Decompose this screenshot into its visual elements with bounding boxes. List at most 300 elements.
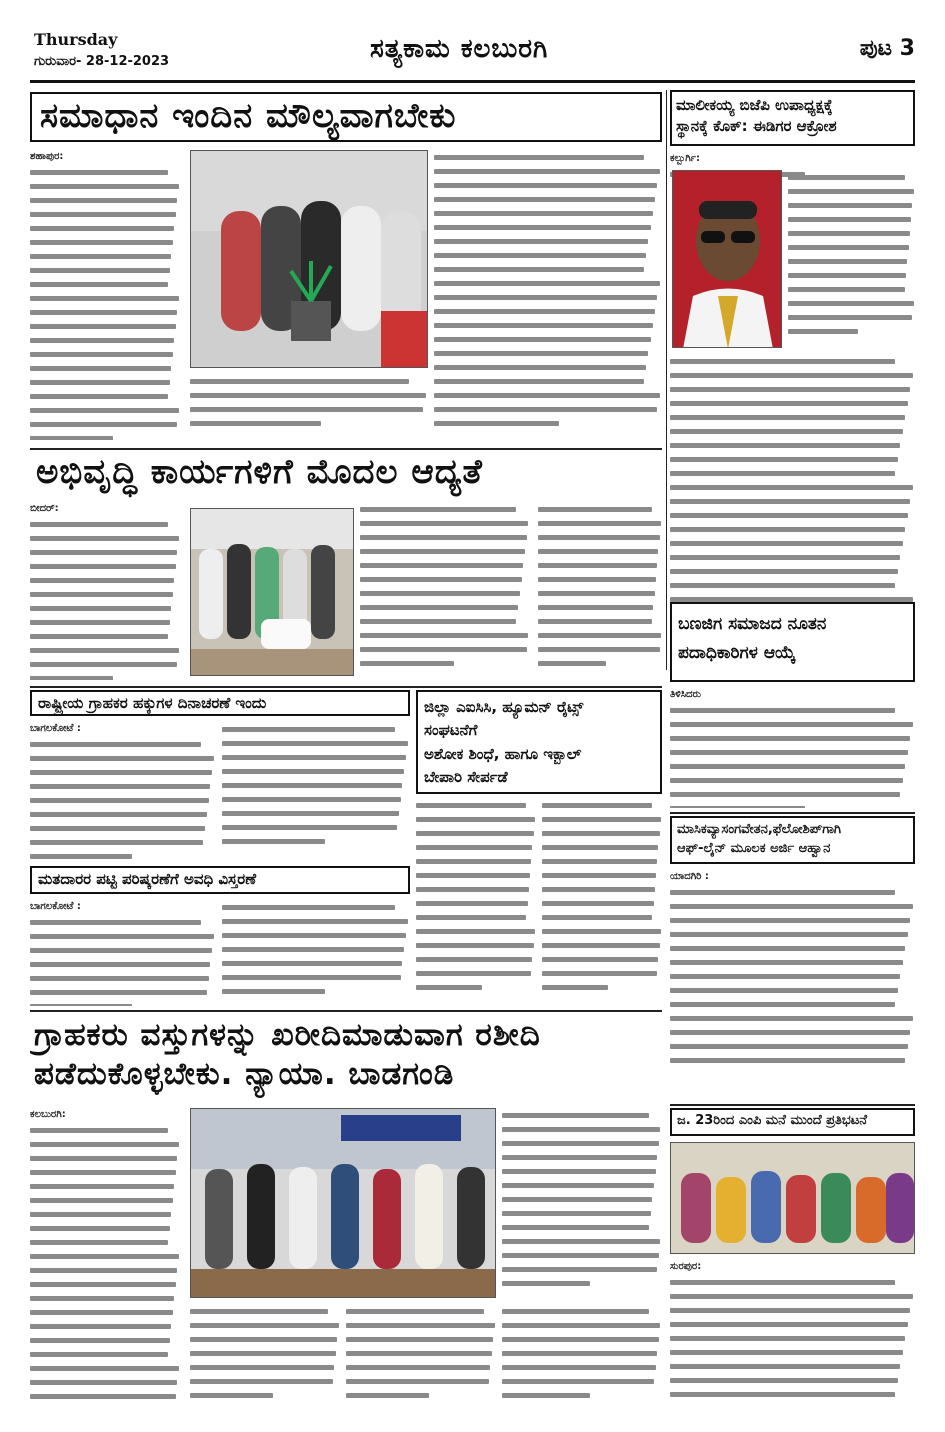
text-line [30, 207, 180, 221]
text-line [30, 417, 180, 431]
text-line [346, 1360, 496, 1374]
text-line [30, 319, 180, 333]
text-line [360, 642, 530, 656]
article-body-col3 [190, 1304, 340, 1404]
text-line [222, 820, 410, 834]
text-line [538, 614, 662, 628]
text-line [30, 1277, 180, 1291]
text-line [416, 910, 536, 924]
dateline: ಬೀದರ್: [30, 503, 59, 514]
masthead-day: Thursday [34, 30, 118, 49]
text-line [30, 793, 216, 807]
text-line [670, 745, 915, 759]
text-line [670, 1025, 915, 1039]
text-line [222, 914, 410, 928]
text-line [190, 416, 428, 430]
text-line [190, 402, 428, 416]
text-line [222, 956, 410, 970]
text-line [670, 941, 915, 955]
text-line [434, 416, 662, 430]
dateline: ಕಲ್ಬುರ್ಗಿ: [670, 153, 700, 164]
text-line [434, 150, 662, 164]
text-line [670, 1289, 915, 1303]
text-line [670, 368, 915, 382]
text-line [222, 792, 410, 806]
headline: ಅಭಿವೃದ್ಧಿ ಕಾರ್ಯಗಳಿಗೆ ಮೊದಲ ಆದ್ಯತೆ [36, 452, 483, 492]
text-line [30, 347, 180, 361]
text-line [30, 821, 216, 835]
text-line [434, 360, 662, 374]
text-line [30, 179, 180, 193]
article-body [670, 1260, 915, 1406]
text-line [222, 806, 410, 820]
text-line [788, 324, 915, 338]
text-line [434, 374, 662, 388]
text-line [670, 564, 915, 578]
text-line [542, 826, 662, 840]
text-line [502, 1262, 662, 1276]
text-line [30, 221, 180, 235]
text-line [670, 787, 915, 801]
headline [670, 90, 915, 146]
photo-women-group [670, 1142, 915, 1254]
headline-line2: ಪದಾಧಿಕಾರಿಗಳ ಆಯ್ಕೆ [678, 642, 796, 663]
text-line [670, 550, 915, 564]
text-line [30, 1263, 180, 1277]
text-line [416, 924, 536, 938]
text-line [30, 615, 180, 629]
article-protest [670, 1108, 915, 1406]
text-line [222, 778, 410, 792]
text-line [434, 178, 662, 192]
photo-groundbreaking [190, 508, 354, 676]
article-grahakara-dina [30, 690, 410, 862]
headline-line1: ಬಣಜಿಗ ಸಮಾಜದ ನೂತನ [678, 614, 827, 634]
text-line [416, 826, 536, 840]
text-line [542, 812, 662, 826]
text-line [346, 1318, 496, 1332]
article-body-side [788, 170, 915, 348]
text-line [360, 558, 530, 572]
text-line [30, 943, 216, 957]
text-line [538, 600, 662, 614]
text-line [434, 290, 662, 304]
text-line [346, 1374, 496, 1388]
text-line [670, 717, 915, 731]
text-line [670, 494, 915, 508]
text-line [434, 192, 662, 206]
text-line [502, 1276, 662, 1290]
article-aicc [416, 690, 662, 1008]
text-line [360, 530, 530, 544]
text-line [538, 502, 662, 516]
article-banajiga [670, 602, 915, 810]
text-line [222, 764, 410, 778]
text-line [502, 1304, 662, 1318]
text-line [434, 304, 662, 318]
text-line [190, 1346, 340, 1360]
headline: ಸಮಾಧಾನ ಇಂದಿನ ಮೌಲ್ಯವಾಗಬೇಕು [30, 92, 662, 142]
text-line [670, 1373, 915, 1387]
text-line [416, 938, 536, 952]
text-line [30, 389, 180, 403]
article-body [30, 722, 216, 860]
text-line [346, 1388, 496, 1402]
text-line [670, 1317, 915, 1331]
dateline: ಶಹಾಪುರ: [30, 151, 64, 162]
text-line [542, 952, 662, 966]
text-line [30, 1137, 180, 1151]
text-line [670, 997, 915, 1011]
text-line [670, 955, 915, 969]
text-line [190, 1304, 340, 1318]
text-line [416, 980, 536, 994]
text-line [670, 466, 915, 480]
text-line [670, 522, 915, 536]
text-line [538, 656, 662, 670]
text-line [502, 1346, 662, 1360]
text-line [788, 198, 915, 212]
text-line [416, 966, 536, 980]
text-line [30, 1207, 180, 1221]
text-line [434, 248, 662, 262]
text-line [30, 1291, 180, 1305]
section-rule [30, 686, 662, 688]
article-matadarara [30, 866, 410, 1008]
text-line [416, 854, 536, 868]
dateline: ಯಾದಗಿರಿ : [670, 871, 709, 882]
text-line [30, 1221, 180, 1235]
text-line [538, 586, 662, 600]
text-line [30, 751, 216, 765]
text-line [434, 164, 662, 178]
text-line [222, 750, 410, 764]
text-line [30, 643, 180, 657]
text-line [30, 835, 216, 849]
text-line [502, 1248, 662, 1262]
headline-line1: ಗ್ರಾಹಕರು ವಸ್ತುಗಳನ್ನು ಖರೀದಿಮಾಡುವಾಗ ರಶೀದಿ [34, 1017, 541, 1053]
article-body [670, 688, 915, 808]
text-line [360, 544, 530, 558]
text-line [788, 310, 915, 324]
text-line [538, 516, 662, 530]
headline [30, 1014, 662, 1102]
text-line [30, 737, 216, 751]
text-line [502, 1178, 662, 1192]
text-line [434, 388, 662, 402]
text-line [542, 980, 662, 994]
text-line [670, 1387, 915, 1401]
text-line [416, 952, 536, 966]
headline-line2: ಸ್ಥಾನಕ್ಕೆ ಕೊಕ್: ಈಡಿಗರ ಆಕ್ರೋಶ [676, 117, 837, 135]
text-line [30, 1151, 180, 1165]
text-line [538, 544, 662, 558]
article-body-col2 [222, 900, 410, 1006]
text-line [502, 1374, 662, 1388]
text-line [30, 403, 180, 417]
masthead-date: ಗುರುವಾರ- 28-12-2023 [34, 54, 170, 69]
text-line [670, 480, 915, 494]
text-line [30, 545, 180, 559]
text-line [538, 628, 662, 642]
text-line [416, 868, 536, 882]
text-line [30, 971, 216, 985]
article-body-col2 [434, 150, 662, 440]
dateline: ಬಾಗಲಕೋಟೆ : [30, 901, 81, 912]
text-line [670, 1401, 915, 1407]
text-line [670, 1303, 915, 1317]
text-line [30, 193, 180, 207]
text-line [30, 601, 180, 615]
page-number: ಪುಟ 3 [859, 36, 915, 61]
photo-stage-event [190, 1108, 496, 1298]
text-line [670, 354, 915, 368]
text-line [222, 928, 410, 942]
masthead-rule [30, 80, 915, 83]
headline [416, 690, 662, 794]
text-line [30, 291, 180, 305]
dateline: ಸುರಪುರ: [670, 1261, 702, 1272]
text-line [222, 736, 410, 750]
text-line [30, 1123, 180, 1137]
text-line [30, 1389, 180, 1403]
text-line [670, 438, 915, 452]
text-line [502, 1332, 662, 1346]
text-line [670, 1359, 915, 1373]
text-line [538, 558, 662, 572]
article-body [30, 502, 180, 680]
text-line [30, 361, 180, 375]
text-line [30, 985, 216, 999]
text-line [30, 1165, 180, 1179]
text-line [434, 402, 662, 416]
text-line [542, 868, 662, 882]
article-body-col2 [360, 502, 530, 680]
text-line [670, 1011, 915, 1025]
text-line [670, 759, 915, 773]
article-body-col5 [502, 1304, 662, 1404]
text-line [788, 268, 915, 282]
text-line [360, 516, 530, 530]
text-line [360, 656, 530, 670]
text-line [788, 212, 915, 226]
text-line [670, 731, 915, 745]
text-line [670, 885, 915, 899]
article-body-col4 [346, 1304, 496, 1404]
text-line [190, 1374, 340, 1388]
headline-line2: ಪಡೆದುಕೊಳ್ಳಬೇಕು. ನ್ಯಾಯಾ. ಬಾಡಗಂಡಿ [34, 1055, 455, 1092]
text-line [30, 807, 216, 821]
text-line [434, 276, 662, 290]
headline-line2: ಸಂಘಟನೆಗೆ [424, 721, 478, 740]
text-line [788, 184, 915, 198]
article-body [30, 150, 180, 440]
text-line [788, 254, 915, 268]
headline: ರಾಷ್ಟ್ರೀಯ ಗ್ರಾಹಕರ ಹಕ್ಕುಗಳ ದಿನಾಚರಣೆ ಇಂದು [30, 690, 410, 716]
text-line [538, 530, 662, 544]
text-line [542, 966, 662, 980]
text-line [434, 262, 662, 276]
text-line [30, 1333, 180, 1347]
text-line [434, 332, 662, 346]
dateline: ತಿಳಿಸಿದರು [670, 689, 701, 700]
article-body-col2 [222, 722, 410, 860]
text-line [502, 1220, 662, 1234]
text-line [502, 1360, 662, 1374]
headline: ಜ. 23ರಿಂದ ಎಂಪಿ ಮನೆ ಮುಂದೆ ಪ್ರತಿಭಟನೆ [670, 1108, 915, 1136]
text-line [542, 896, 662, 910]
text-line [30, 1403, 180, 1405]
text-line [538, 642, 662, 656]
text-line [30, 375, 180, 389]
article-body [416, 798, 536, 1006]
text-line [190, 388, 428, 402]
article-body-col2 [542, 798, 662, 1006]
text-line [30, 1249, 180, 1263]
text-line [542, 938, 662, 952]
article-body-col2 [502, 1108, 662, 1298]
text-line [222, 722, 410, 736]
text-line [30, 235, 180, 249]
text-line [30, 333, 180, 347]
text-line [222, 984, 410, 998]
headline-line2: ಆಫ್-ಲೈನ್ ಮೂಲಕ ಅರ್ಜಿ ಆಹ್ವಾನ [677, 840, 831, 856]
text-line [30, 915, 216, 929]
text-line [502, 1122, 662, 1136]
text-line [434, 234, 662, 248]
text-line [360, 614, 530, 628]
headline-line1: ಜಿಲ್ಲಾ ಎಐಸಿಸಿ, ಹ್ಯೂಮನ್ ರೈಟ್ಸ್ [424, 698, 584, 716]
text-line [360, 572, 530, 586]
text-line [190, 1388, 340, 1402]
text-line [542, 910, 662, 924]
photo-caption [190, 374, 428, 440]
text-line [190, 374, 428, 388]
text-line [670, 913, 915, 927]
text-line [502, 1192, 662, 1206]
text-line [502, 1150, 662, 1164]
text-line [542, 882, 662, 896]
section-rule [670, 812, 915, 814]
article-body-col3 [538, 502, 662, 680]
text-line [670, 773, 915, 787]
text-line [670, 899, 915, 913]
text-line [30, 999, 216, 1007]
text-line [670, 1345, 915, 1359]
text-line [670, 452, 915, 466]
text-line [30, 1361, 180, 1375]
text-line [434, 220, 662, 234]
text-line [30, 765, 216, 779]
text-line [30, 929, 216, 943]
masthead [30, 28, 915, 78]
headline-line1: ಮಾಲೀಕಯ್ಯ ಬಿಜೆಪಿ ಉಪಾಧ್ಯಕ್ಷಕ್ಕೆ [676, 96, 833, 114]
text-line [434, 346, 662, 360]
text-line [670, 1039, 915, 1053]
text-line [30, 779, 216, 793]
text-line [360, 502, 530, 516]
text-line [670, 424, 915, 438]
text-line [670, 508, 915, 522]
text-line [416, 812, 536, 826]
text-line [222, 834, 410, 848]
text-line [670, 578, 915, 592]
headline-line1: ಮಾಸಿಕವ್ಯಾಸಂಗವೇತನ,ಫೆಲೋಶಿಪ್‌ಗಾಗಿ [677, 822, 842, 837]
section-rule [670, 1104, 915, 1106]
text-line [670, 382, 915, 396]
text-line [434, 318, 662, 332]
text-line [542, 854, 662, 868]
text-line [346, 1332, 496, 1346]
photo-plant-watering [190, 150, 428, 368]
article-abhivruddhi [30, 452, 662, 682]
article-body [30, 1108, 180, 1404]
text-line [670, 927, 915, 941]
text-line [670, 1053, 915, 1067]
text-line [30, 657, 180, 671]
headline [670, 602, 915, 682]
text-line [30, 1235, 180, 1249]
text-line [542, 924, 662, 938]
article-samadhana [30, 88, 662, 444]
text-line [788, 282, 915, 296]
text-line [670, 1331, 915, 1345]
text-line [30, 629, 180, 643]
newspaper-title: ಸತ್ಯಕಾಮ ಕಲಬುರಗಿ [370, 34, 549, 64]
photo-portrait [672, 170, 782, 348]
article-body [30, 900, 216, 1006]
text-line [416, 840, 536, 854]
text-line [222, 942, 410, 956]
text-line [30, 957, 216, 971]
text-line [502, 1234, 662, 1248]
headline-line3: ಅಶೋಕ ಶಿಂಧೆ, ಹಾಗೂ ಇಕ್ಬಾಲ್ [424, 744, 582, 763]
column-divider [666, 90, 667, 670]
text-line [670, 536, 915, 550]
article-body [670, 870, 915, 1070]
text-line [670, 969, 915, 983]
text-line [788, 170, 915, 184]
text-line [346, 1304, 496, 1318]
text-line [502, 1318, 662, 1332]
text-line [30, 249, 180, 263]
text-line [30, 1305, 180, 1319]
article-fellowship [670, 816, 915, 1070]
text-line [30, 559, 180, 573]
text-line [346, 1346, 496, 1360]
text-line [190, 1332, 340, 1346]
headline: ಮತದಾರರ ಪಟ್ಟಿ ಪರಿಷ್ಕರಣೆಗೆ ಅವಧಿ ವಿಸ್ತರಣೆ [30, 866, 410, 894]
text-line [542, 798, 662, 812]
text-line [360, 600, 530, 614]
headline-line4: ಬೇಪಾರಿ ಸೇರ್ಪಡೆ [424, 767, 508, 786]
text-line [190, 1318, 340, 1332]
section-rule [30, 448, 662, 450]
text-line [502, 1206, 662, 1220]
text-line [670, 1275, 915, 1289]
text-line [670, 410, 915, 424]
text-line [670, 1067, 915, 1071]
text-line [30, 305, 180, 319]
text-line [30, 431, 180, 441]
text-line [788, 296, 915, 310]
text-line [670, 703, 915, 717]
text-line [30, 277, 180, 291]
text-line [30, 531, 180, 545]
headline [670, 816, 915, 864]
text-line [190, 1360, 340, 1374]
section-rule [30, 1010, 662, 1012]
